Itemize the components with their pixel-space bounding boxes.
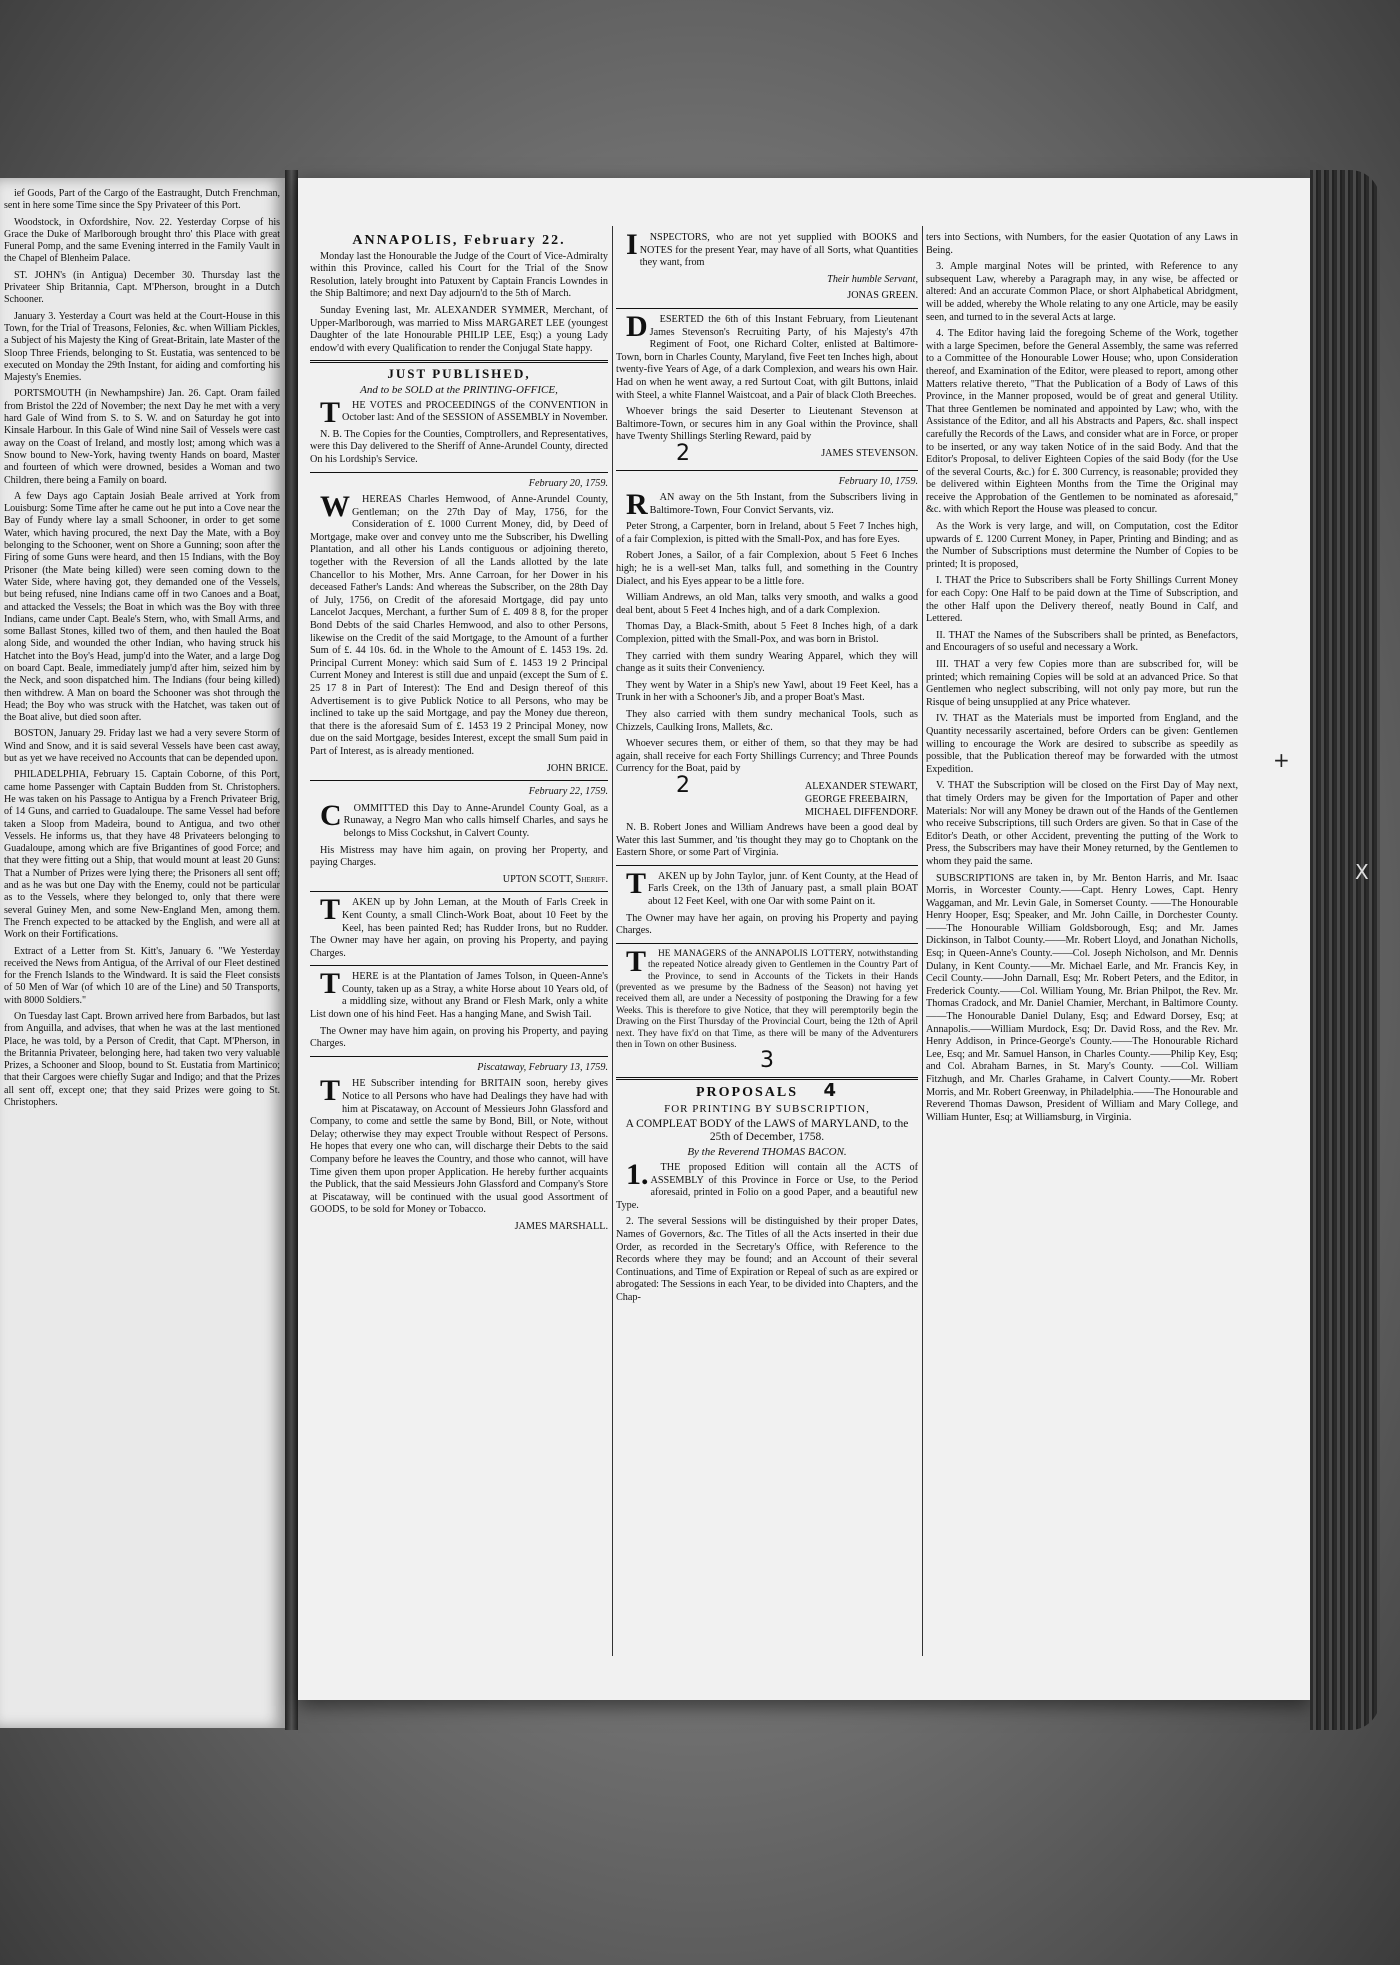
editor-byline: By the Reverend THOMAS BACON. bbox=[687, 1146, 847, 1159]
servant-description: Thomas Day, a Black-Smith, about 5 Feet 8 Inches high, of a dark Complexion, pitted with the Small-Pox, and was born in Bristol. bbox=[616, 621, 918, 646]
condition-item: V. THAT the Subscription will be closed on the First Day of May next, that timely Orders may be given for the Importation of Paper and other Materials: Nor will any Money be drawn out of the Hands of the Gentlemen who receive Subscriptions, till such Orders are given. So that in Case of the Editor's Death, or other Accident, preventing the putting of the Work to Press, the Subscribers may have their Money returned, by the Gentlemen to whom they paid the same. bbox=[926, 780, 1238, 867]
votes-notice: THE VOTES and PROCEEDINGS of the CONVENTION in October last: And of the SESSION of ASSEMBLY in November. bbox=[320, 395, 608, 429]
handwritten-number: 2 bbox=[676, 772, 690, 798]
right-page bbox=[298, 178, 1310, 1700]
divider bbox=[310, 360, 608, 363]
deserter-reward: Whoever brings the said Deserter to Lieutenant Stevenson at Baltimore-Town, or secures him in any Goal within the Province, shall have Twenty Shillings Sterling Reward, paid by bbox=[616, 406, 918, 443]
divider bbox=[616, 470, 918, 471]
left-paragraph: BOSTON, January 29. Friday last we had a very severe Storm of Wind and Snow, and it is said several Vessels have been cast away, but as yet we have received no Accounts that can be depended upon. bbox=[4, 728, 280, 765]
tools-note: They also carried with them sundry mechanical Tools, such as Chizzels, Caulking Irons, Mallets, &c. bbox=[616, 709, 918, 733]
servant-description: William Andrews, an old Man, talks very smooth, and walks a good deal bent, about 5 Feet 4 Inches high, and of a dark Complexion. bbox=[616, 592, 918, 616]
hemwood-advertisement: WHEREAS Charles Hemwood, of Anne-Arundel County, Gentleman; on the 27th Day of May, 1756, for the Consideration of £. 1000 Current Money, did, by Deed of Mortgage, make over and convey unto me the Subscriber, his Dwelling Plantation, and all other his Lands contiguous or adjoining thereto, together with the Reversion of all the Lands allotted by the late Chancellor to his Mother, Mrs. Anne Carroan, for her Dower in his deceased Father's Lands: And whereas the Subscriber, on the 28th Day of July, 1756, on Credit of the aforesaid Mortgage, did pay unto Lancelot Jacques, Merchant, a further Sum of £. 409 8 8, for the proper Bond Debts of the said Charles Hemwood, and also to other Persons, likewise on the Credit of the said Mortgage, to the Amount of a further Sum of £. 44 10s. 6d. in the Whole to the Amount of £. 1453 19s. 2d. Principal Current Money: which said Sum of £. 1453 19 2 Principal Current Money and Interest is still due and unpaid (except the Sum of £. 25 17 8 in Part of Interest): The End and Design thereof of this Advertisement is to give Publick Notice to all Persons, who may be inclined to take up the said Mortgage, and pay the Money due thereon, that there is the aforesaid Sum of £. 1453 19 2 Principal Money, now due on the said Mortgage, besides Interest, except the small Sum paid in Part of Interest, as is already mentioned. bbox=[310, 490, 608, 757]
annapolis-heading: ANNAPOLIS, February 22. bbox=[352, 233, 566, 248]
yawl-note: They went by Water in a Ship's new Yawl, about 19 Feet Keel, has a Trunk in her with a Schooner's Jib, and a proper Boat's Mast. bbox=[616, 679, 918, 704]
deserter-signature-line bbox=[616, 440, 918, 466]
deserter-signature: JAMES STEVENSON. bbox=[821, 447, 918, 459]
condition-item: IV. THAT as the Materials must be imported from England, and the Quantity necessarily ascertained, before Orders can be given: Gentlemen willing to encourage the Work are desired to subscribe as speedily as possible, that the Publication thereof may be forwarded with the utmost Expedition. bbox=[926, 713, 1238, 775]
inspectors-signature: JONAS GREEN. bbox=[847, 290, 918, 302]
left-paragraph: Woodstock, in Oxfordshire, Nov. 22. Yesterday Corpse of his Grace the Duke of Marlborough brought thro' this Place with great Funeral Pomp, and the same Evening interred in the Family Vault in the Chapel of Blenheim Palace. bbox=[4, 216, 280, 265]
left-paragraph: On Tuesday last Capt. Brown arrived here from Barbados, but last from Anguilla, and advises, that when he was at the last mentioned Place, he was told, by a Person of Credit, that Capt. M'Pherson, in the Britannia Privateer, belonging here, had taken two very valuable Prizes, a Schooner and Sloop, bound to St. Eustatia from Martinico; that their Cargoes were chiefly Sugar and Indigo; and that the Prizes all sent off, except one; that they said Prizes were going to St. Christophers. bbox=[4, 1011, 280, 1109]
proposal-item: 1.THE proposed Edition will contain all the ACTS of ASSEMBLY of this Province in Force or Use, to the Period aforesaid, printed in Folio on a good Paper, and a beautiful new Type. bbox=[616, 1157, 918, 1211]
divider bbox=[310, 1056, 608, 1057]
divider bbox=[616, 943, 918, 944]
taken-up-boat-notice: TAKEN up by John Leman, at the Mouth of Farls Creek in Kent County, a small Clinch-Work Boat, about 10 Feet by the Keel, has been painted Red; has Rudder Irons, but no Rudder. The Owner may have her again, on proving his Property, and paying Charges. bbox=[310, 893, 608, 959]
book-gutter bbox=[285, 170, 298, 1730]
signature-block bbox=[616, 772, 918, 822]
inspectors-closing: Their humble Servant, bbox=[827, 273, 918, 285]
left-paragraph: January 3. Yesterday a Court was held at the Court-House in this Town, for the Trial of Treasons, Felonies, &c. when William Pickles, a Subject of his Majesty the King of Great-Britain, late Master of the Sloop Three Friends, belonging to St. Eustatia, was sentenced to be executed on Monday the 29th Instant, for aiding and comforting his Majesty's Enemies. bbox=[4, 310, 280, 384]
reward-note: Whoever secures them, or either of them, so that they may be had again, shall receive for each Forty Shillings Currency; and Three Pounds Currency for the Boat, paid by bbox=[616, 738, 918, 775]
column-divider bbox=[922, 226, 923, 1656]
handwritten-mark-line bbox=[616, 1048, 918, 1074]
proposal-item: 4. The Editor having laid the foregoing Scheme of the Work, together with a large Specimen, before the General Assembly, the same was referred to a Committee of the Honourable Lower House; who, upon Consideration thereof, and Examination of the Editor, were pleased to report, among other Matters relative thereto, "That the Publication of a Body of Laws of this Province, in the Manner proposed, would be of great and general Utility. That three Gentlemen be nominated and appointed by Law; who, with the Assistance of the Editor, and all his Abstracts and Papers, &c. shall inspect carefully the Records of the Laws, and consider what are in Force, or proper to be inserted, or any way taken Notice of in the said Body. And that the Editor's Proposal, to deliver Eighteen Copies of the said Body (for the Use of the several Courts, &c.) for £. 300 Currency, is reasonable; provided they be delivered within Eighteen Months from the Time the Original may receive the Approbation of the Gentlemen to be nominated as aforesaid," &c. with which Report the House was pleased to concur. bbox=[926, 328, 1238, 516]
divider bbox=[616, 1077, 918, 1080]
marriage-notice: Sunday Evening last, Mr. ALEXANDER SYMMER, Merchant, of Upper-Marlborough, was married to Miss MARGARET LEE (youngest Daughter of the late Honourable PHILIP LEE, Esq;) a young Lady endow'd with every Qualification to render the Conjugal State happy. bbox=[310, 304, 608, 354]
left-paragraph: A few Days ago Captain Josiah Beale arrived at York from Louisburg: Some Time after he came out he put into a Cove near the Bay of Fundy where lay a small Schooner, in order to get some Water, which having procured, the next Day the Mate, with a Boy belonging to the Schooner, went on Shore a Gunning; soon after the Firing of some Guns were heard, and then 15 Indians, with the Boy Prisoner (the Mate being killed) were seen coming down to the Water Side, where having got, they demanded one of the Vessels, but being refused, nine Indians came off in two Canoes and a Boat, and attacked the Vessels; the Boat in which was the Boy with three Indians, came under Capt. Beale's Stern, who, with Small Arms, and some Ballast Stones, killed two of them, and then hauled the Boat along Side, and wounded the other Indian, who having struck his Hatchet into the Boy's Head, jump'd into the Water, and a large Dog on board Capt. Beale, immediately jump'd after him, seized him by the Neck, and soon dispatched him. The Indians (four being killed) then withdrew. A Man on board the Schooner was shot through the Head; the Boy who was struck with the Hatchet, was taken out of the Boat alive, but died soon after. bbox=[4, 490, 280, 724]
just-published-heading: JUST PUBLISHED, bbox=[387, 366, 531, 382]
handwritten-number: 2 bbox=[676, 440, 690, 466]
left-paragraph: PORTSMOUTH (in Newhampshire) Jan. 26. Capt. Oram failed from Bristol the 22d of November; the next Day he met with a very hard Gale of Wind from S. to S. W. and on Saturday he got into Kinsale Harbour. In this Gale of Wind nine Sail of Vessels were cast away on the Coast of Ireland, and mostly lost; among which was a Snow bound to New-York, having twenty Hands on board, Master and fourteen of which were drowned, besides a Woman and two Children, there being a Family on board. bbox=[4, 388, 280, 486]
left-paragraph: ST. JOHN's (in Antigua) December 30. Thursday last the Privateer Ship Britannia, Capt. M'Pherson, brought in a Dutch Schooner. bbox=[4, 269, 280, 306]
divider bbox=[310, 780, 608, 781]
deserter-notice: DESERTED the 6th of this Instant February, from Lieutenant James Stevenson's Recruiting Party, of his Majesty's 47th Regiment of Foot, one Richard Colter, enlisted at Baltimore-Town, born in Charles County, Maryland, five Feet ten Inches high, about twenty-five Years of Age, of a dark Complexion, and wears his own Hair. Had on when he went away, a red Surtout Coat, with gilt Buttons, inlaid with Steel, a white Flannel Waistcoat, and a Pair of black Cloth Breeches. bbox=[616, 309, 918, 401]
proposal-item: 3. Ample marginal Notes will be printed, with Reference to any subsequent Law, whereby a Paragraph may, in any wise, be affected or altered: And an accurate Common Place, or short Alphabetical Abridgment, will be added, whereby the Whole relating to any one Article, may be easily seen, and turned to in the several Acts at large. bbox=[926, 261, 1238, 323]
inspectors-notice: INSPECTORS, who are not yet supplied with BOOKS and NOTES for the present Year, may have of all Sorts, what Quantities they want, from bbox=[626, 228, 918, 269]
column-3 bbox=[926, 232, 1238, 1128]
divider bbox=[616, 865, 918, 866]
column-divider bbox=[612, 226, 613, 1656]
committed-signature: UPTON SCOTT, Sheriff. bbox=[502, 873, 608, 885]
divider bbox=[310, 965, 608, 966]
compleat-body-title: A COMPLEAT BODY of the LAWS of MARYLAND, to the 25th of December, 1758. bbox=[625, 1118, 909, 1143]
committed-notice-2: His Mistress may have him again, on proving her Property, and paying Charges. bbox=[310, 844, 608, 869]
stray-horse-notice: THERE is at the Plantation of James Tolson, in Queen-Anne's County, taken up as a Stray, a white Horse about 10 Years old, of a middling size, without any Brand or Flesh Mark, only a white List down one of his hind Feet. Has a hanging Mane, and Swish Tail. bbox=[310, 967, 608, 1021]
handwritten-number: 4 bbox=[823, 1079, 839, 1101]
ranaway-date: February 10, 1759. bbox=[838, 475, 918, 487]
nb-note: N. B. Robert Jones and William Andrews have been a good deal by Water this last Summer, and 'tis thought they may go to Choptank on the Eastern Shore, or some Part of Virginia. bbox=[616, 821, 918, 859]
proposals-title: PROPOSALS bbox=[695, 1084, 798, 1100]
handwritten-number: 3 bbox=[760, 1048, 774, 1074]
votes-nb: N. B. The Copies for the Counties, Comptrollers, and Representatives, were this Day delivered to the Sheriff of Anne-Arundel County, directed On his Lordship's Service. bbox=[310, 428, 608, 465]
signature-name: MICHAEL DIFFENDORF. bbox=[804, 806, 918, 818]
left-page bbox=[0, 178, 285, 1728]
servant-description: Peter Strong, a Carpenter, born in Ireland, about 5 Feet 7 Inches high, of a fair Complexion, is pitted with the Small-Pox, and has fore Eyes. bbox=[616, 521, 918, 545]
taken-up-boat-notice-2b: The Owner may have her again, on proving his Property and paying Charges. bbox=[616, 912, 918, 937]
divider bbox=[310, 472, 608, 473]
taken-up-boat-notice-2: TAKEN up by John Taylor, junr. of Kent County, at the Head of Farls Creek, on the 13th of January past, a small plain BOAT about 12 Feet Keel, with one Oar with some Paint on it. bbox=[626, 866, 918, 907]
proposal-cost: As the Work is very large, and will, on Computation, cost the Editor upwards of £. 1200 Current Money, in Paper, Printing and Binding; and as the Number of Subscriptions must determine the Number of Copies to be printed; It is proposed, bbox=[926, 521, 1238, 570]
hemwood-signature: JOHN BRICE. bbox=[546, 762, 608, 774]
lottery-notice: THE MANAGERS of the ANNAPOLIS LOTTERY, notwithstanding the repeated Notice already given to Gentlemen in the Country Part of the Province, to send in Accounts of the Tickets in their Hands (prevented as we presume by the Badness of the Season) not having yet received them all, are under a Necessity of postponing the Drawing for a few Weeks. This is therefore to give Notice, that they will peremptorily begin the Drawing on the First Thursday of the Provincial Court, being the 12th of April next. They have fix'd on that Time, as there will be many of the Adventurers then in Town on other Business. bbox=[616, 944, 918, 1050]
condition-item: I. THAT the Price to Subscribers shall be Forty Shillings Current Money for each Copy: One Half to be paid down at the Time of Subscription, and the other Half upon the Delivery thereof, neatly Bound in Calf, and Lettered. bbox=[926, 575, 1238, 625]
stray-horse-notice-2: The Owner may have him again, on proving his Property, and paying Charges. bbox=[310, 1025, 608, 1050]
proposals-heading bbox=[616, 1079, 918, 1101]
column-1 bbox=[310, 232, 608, 1238]
proposals-subheading: FOR PRINTING BY SUBSCRIPTION, bbox=[664, 1102, 870, 1115]
left-page-column bbox=[4, 188, 280, 1113]
signature-name: GEORGE FREEBAIRN, bbox=[804, 793, 908, 805]
piscataway-signature: JAMES MARSHALL. bbox=[514, 1220, 608, 1232]
column-2 bbox=[616, 228, 918, 1308]
proposal-item: 2. The several Sessions will be distinguished by their proper Dates, Names of Governors, &c. The Titles of all the Acts inserted in their due Order, as recorded in the Secretary's Office, with Reference to the Records where they may be found; and an Account of their several Continuations, and Time of Expiration or Repeal of such as are expired or abrogated: The Sessions in each Year, to be divided into Chapters, and the Chap- bbox=[616, 1216, 918, 1303]
signature-name: ALEXANDER STEWART, bbox=[804, 780, 918, 792]
ranaway-notice: RAN away on the 5th Instant, from the Subscribers living in Baltimore-Town, Four Convict Servants, viz. bbox=[626, 488, 918, 522]
sold-at-line: And to be SOLD at the PRINTING-OFFICE, bbox=[360, 383, 558, 396]
left-paragraph: PHILADELPHIA, February 15. Captain Coborne, of this Port, came home Passenger with Captain Budden from St. Christophers. He was taken on his Passage to Antigua by a French Privateer Brig, of 14 Guns, and carried to Guadaloupe. The same Vessel had before taken a Sloop from Madeira, bound to Antigua, and two other Vessels. He informs us, that they have 48 Privateers belonging to Guadaloupe, among which are five Brigantines of good Force; and that they were fitting out a Ship, that would mount at least 20 Guns: That a Number of Prizes were lying there; the Prisoners all sent off; and as he was but one Day with the Enemy, could not be particular as to the Vessels, where they belonged to, only that there were several Guiney Men, and some New-England Men, among them. The French expected to be attacked by the English, and were all at Work on their Fortifications. bbox=[4, 769, 280, 941]
divider bbox=[616, 308, 918, 309]
apparel-note: They carried with them sundry Wearing Apparel, which they will change as it suits their Conveniency. bbox=[616, 650, 918, 675]
divider bbox=[310, 891, 608, 892]
piscataway-notice: THE Subscriber intending for BRITAIN soon, hereby gives Notice to all Persons who have had Dealings they have had with him at Piscataway, on Account of Messieurs John Glassford and Company, to come and settle the same by Bond, Bill, or Note, without Delay; otherwise they may expect Trouble without Respect of Persons. He hopes that every one who can, will discharge their Debts to the said Company before he leaves the Country, and those who cannot, will have Time given them upon proper Application. He hereby further acquaints the Publick, that the said Messieurs John Glassford and Company's Store at Piscataway, will be continued with the usual good Assortment of GOODS, to be sold for Money or Tobacco. bbox=[310, 1074, 608, 1216]
subscription-agents: SUBSCRIPTIONS are taken in, by Mr. Benton Harris, and Mr. Isaac Morris, in Worcester County.——Capt. Henry Lowes, Capt. Henry Waggaman, and Mr. Levin Gale, in Somerset County. ——The Honourable Henry Hooper, Esq; Speaker, and Mr. John Caille, in Dorchester County.——The Honourable William Goldsborough, Esq; and Mr. James Dickinson, in Talbot County.——Mr. Robert Lloyd, and Jonathan Nicholls, Esq; in Queen-Anne's County.——Col. Joseph Nicholson, and Mr. Dennis Dulany, in Kent County.——Mr. Michael Earle, and Mr. Francis Key, in Cecil County.——John Darnall, Esq; Mr. Robert Peters, and the Editor, in Frederick County.——Col. William Young, Mr. Brian Philpot, the Rev. Mr. Thomas Cradock, and Mr. Daniel Chamier, Merchant, in Baltimore County.——The Honourable Daniel Dulany, Esq; and Edward Dorsey, Esq; at Annapolis.——William Murdock, Esq; Dr. David Ross, and the Rev. Mr. Henry Addison, in Prince-George's County.——The Honourable Richard Lee, Esq; and Mr. Samuel Hanson, in Charles County.——Philip Key, Esq; and Col. Abraham Barnes, in St. Mary's County. ——Col. William Fitzhugh, and Mr. Charles Grahame, in Calvert County.——Mr. Robert Morris, and Mr. Robert Greenway, in Philadelphia.——The Honourable and Reverend Thomas Dawson, President of William and Mary College, and William Hunter, Esq; at Williamsburg, in Virginia. bbox=[926, 872, 1238, 1123]
servant-description: Robert Jones, a Sailor, of a fair Complexion, about 5 Feet 6 Inches high; he is a well-set Man, talks full, and something in the Country Dialect, and his Eyes appear to be a little fore. bbox=[616, 550, 918, 587]
committed-date: February 22, 1759. bbox=[528, 786, 608, 798]
annapolis-news: Monday last the Honourable the Judge of the Court of Vice-Admiralty within this Province, called his Court for the Trial of the Snow Resolution, lately brought into Patuxent by Captain Francis Lowndes in the Ship Baltimore; and next Day adjourn'd to the 5th of March. bbox=[310, 250, 608, 300]
book-page-edges bbox=[1310, 170, 1380, 1730]
condition-item: II. THAT the Names of the Subscribers shall be printed, as Benefactors, and Encouragers of so useful and necessary a Work. bbox=[926, 629, 1238, 654]
margin-plus-mark: + bbox=[1273, 748, 1290, 772]
hemwood-date: February 20, 1759. bbox=[528, 477, 608, 489]
signatures bbox=[805, 780, 918, 819]
condition-item: III. THAT a very few Copies more than are subscribed for, will be printed; which remaining Copies will be sold at an advanced Price. So that Gentlemen who neglect subscribing, will not only pay more, but run the Risque of being unsupplied at any Price whatever. bbox=[926, 659, 1238, 708]
committed-notice: COMMITTED this Day to Anne-Arundel County Goal, as a Runaway, a Negro Man who calls himself Charles, and says he belongs to Miss Cockshut, in Calvert County. bbox=[320, 798, 608, 839]
proposal-continued: ters into Sections, with Numbers, for the easier Quotation of any Laws in Being. bbox=[926, 232, 1238, 256]
left-paragraph: Extract of a Letter from St. Kitt's, January 6. "We Yesterday received the News from Antigua, of the Arrival of our Fleet destined for the French Islands to the Windward. It is said the Fleet consists of 50 Men of War (of which 10 are of the Line) and 50 Transports, with 8000 Soldiers." bbox=[4, 945, 280, 1006]
left-paragraph: ief Goods, Part of the Cargo of the Eastraught, Dutch Frenchman, sent in here some Time since the Spy Privateer of this Port. bbox=[4, 188, 280, 212]
margin-x-mark: X bbox=[1355, 860, 1369, 884]
piscataway-date: Piscataway, February 13, 1759. bbox=[477, 1061, 608, 1073]
